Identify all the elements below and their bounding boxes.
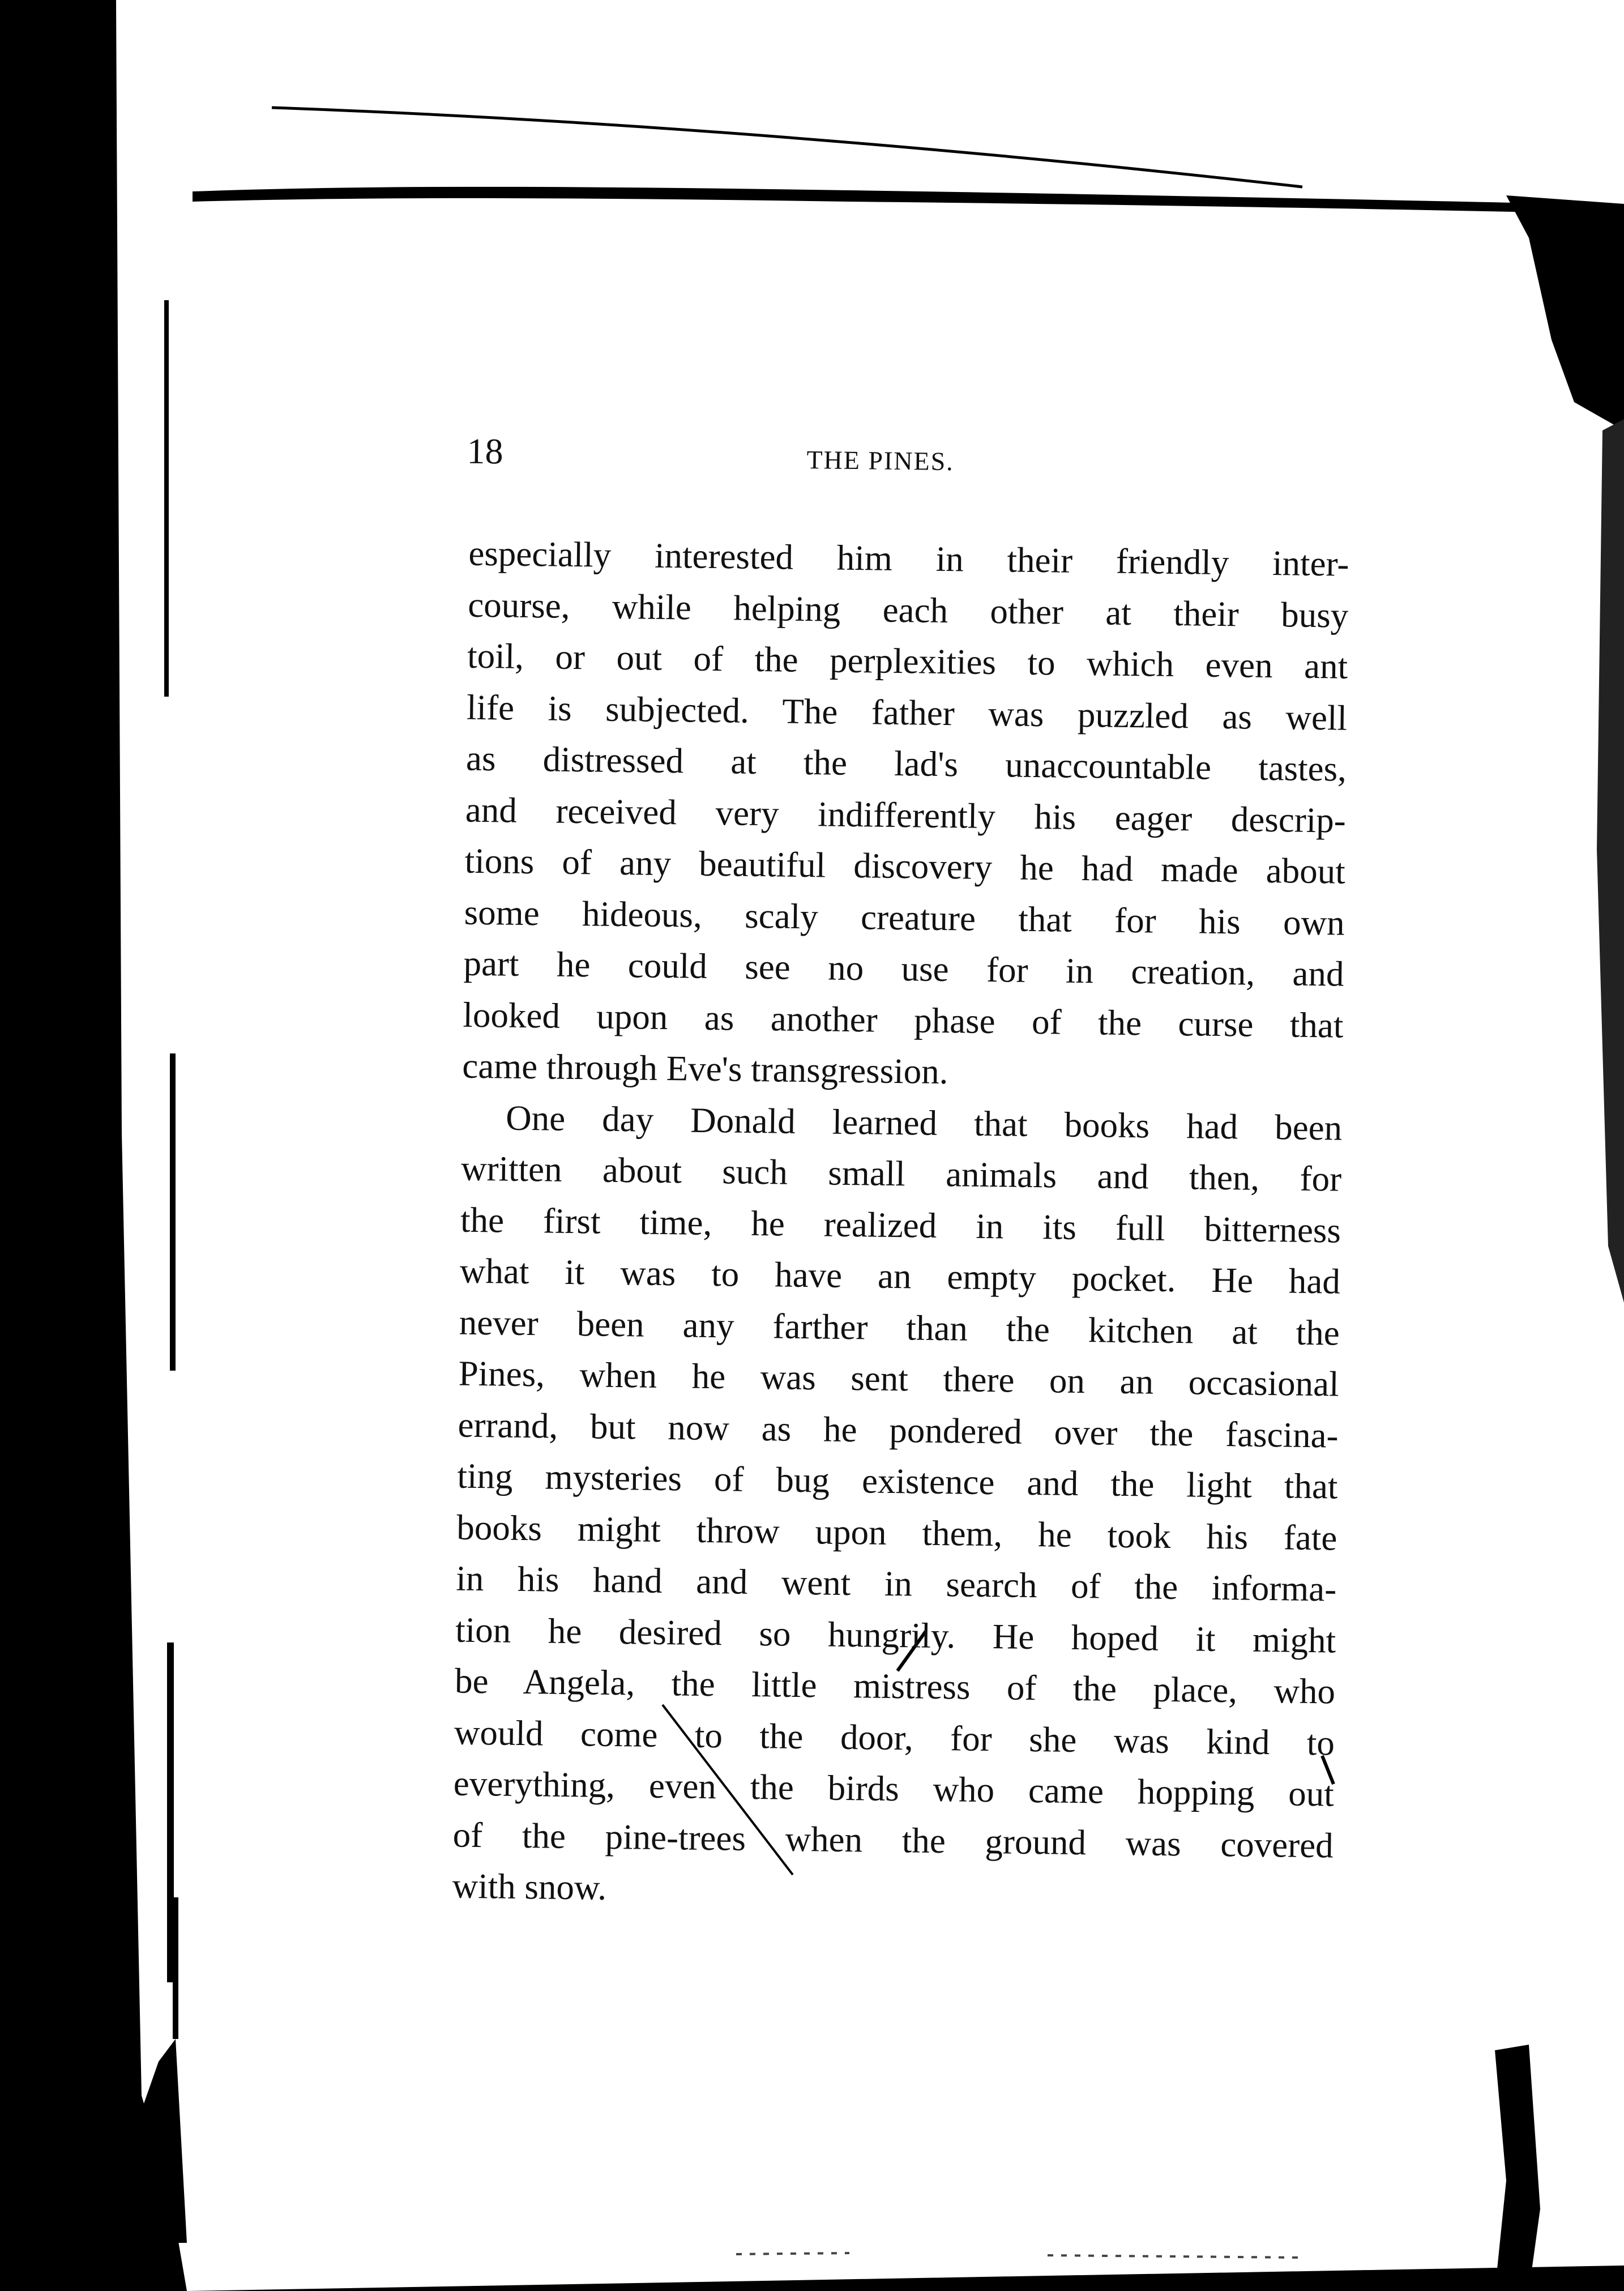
text-line: tion he desired so hungrily. He hoped it might bbox=[455, 1610, 1336, 1661]
text-line: would come to the door, for she was kind to bbox=[454, 1712, 1335, 1763]
text-line: everything, even the birds who came hopping out bbox=[453, 1763, 1335, 1814]
text-line: books might throw upon them, he took his fate bbox=[456, 1507, 1337, 1558]
text-line: ting mysteries of bug existence and the light that bbox=[457, 1456, 1338, 1507]
text-line: be Angela, the little mistress of the place, who bbox=[454, 1661, 1336, 1712]
paragraph bbox=[462, 528, 1349, 1102]
paragraph bbox=[452, 1091, 1343, 1922]
text-line: looked upon as another phase of the curse that bbox=[463, 995, 1344, 1046]
text-line: especially interested him in their friendly inter- bbox=[468, 533, 1349, 584]
text-line: part he could see no use for in creation, and bbox=[463, 943, 1344, 994]
text-line: tions of any beautiful discovery he had made about bbox=[464, 841, 1346, 891]
text-line: some hideous, scaly creature that for his own bbox=[464, 892, 1345, 943]
text-line: One day Donald learned that books had been bbox=[505, 1098, 1343, 1148]
text-line: Pines, when he was sent there on an occasional bbox=[458, 1353, 1340, 1404]
text-line: with snow. bbox=[452, 1866, 607, 1908]
body-text bbox=[452, 528, 1349, 1922]
page-header bbox=[467, 426, 1351, 488]
text-line: life is subjected. The father was puzzled as well bbox=[466, 687, 1348, 738]
page-number: 18 bbox=[467, 430, 504, 472]
text-line: written about such small animals and then, for bbox=[460, 1148, 1342, 1199]
text-line: the first time, he realized in its full bitterness bbox=[460, 1200, 1341, 1251]
text-line: errand, but now as he pondered over the fascina- bbox=[458, 1405, 1339, 1456]
text-line: and received very indifferently his eager descrip- bbox=[465, 790, 1347, 841]
text-line: what it was to have an empty pocket. He had bbox=[459, 1251, 1341, 1302]
running-title: THE PINES. bbox=[806, 445, 955, 476]
text-line: course, while helping each other at their busy bbox=[467, 585, 1349, 635]
text-line: in his hand and went in search of the informa- bbox=[455, 1558, 1337, 1609]
text-line: toil, or out of the perplexities to which even ant bbox=[467, 635, 1348, 686]
text-line: came through Eve's transgression. bbox=[461, 1046, 948, 1092]
text-line: of the pine-trees when the ground was covered bbox=[452, 1815, 1334, 1866]
text-line: never been any farther than the kitchen at the bbox=[459, 1302, 1340, 1353]
text-line: as distressed at the lad's unaccountable tastes, bbox=[465, 738, 1347, 789]
